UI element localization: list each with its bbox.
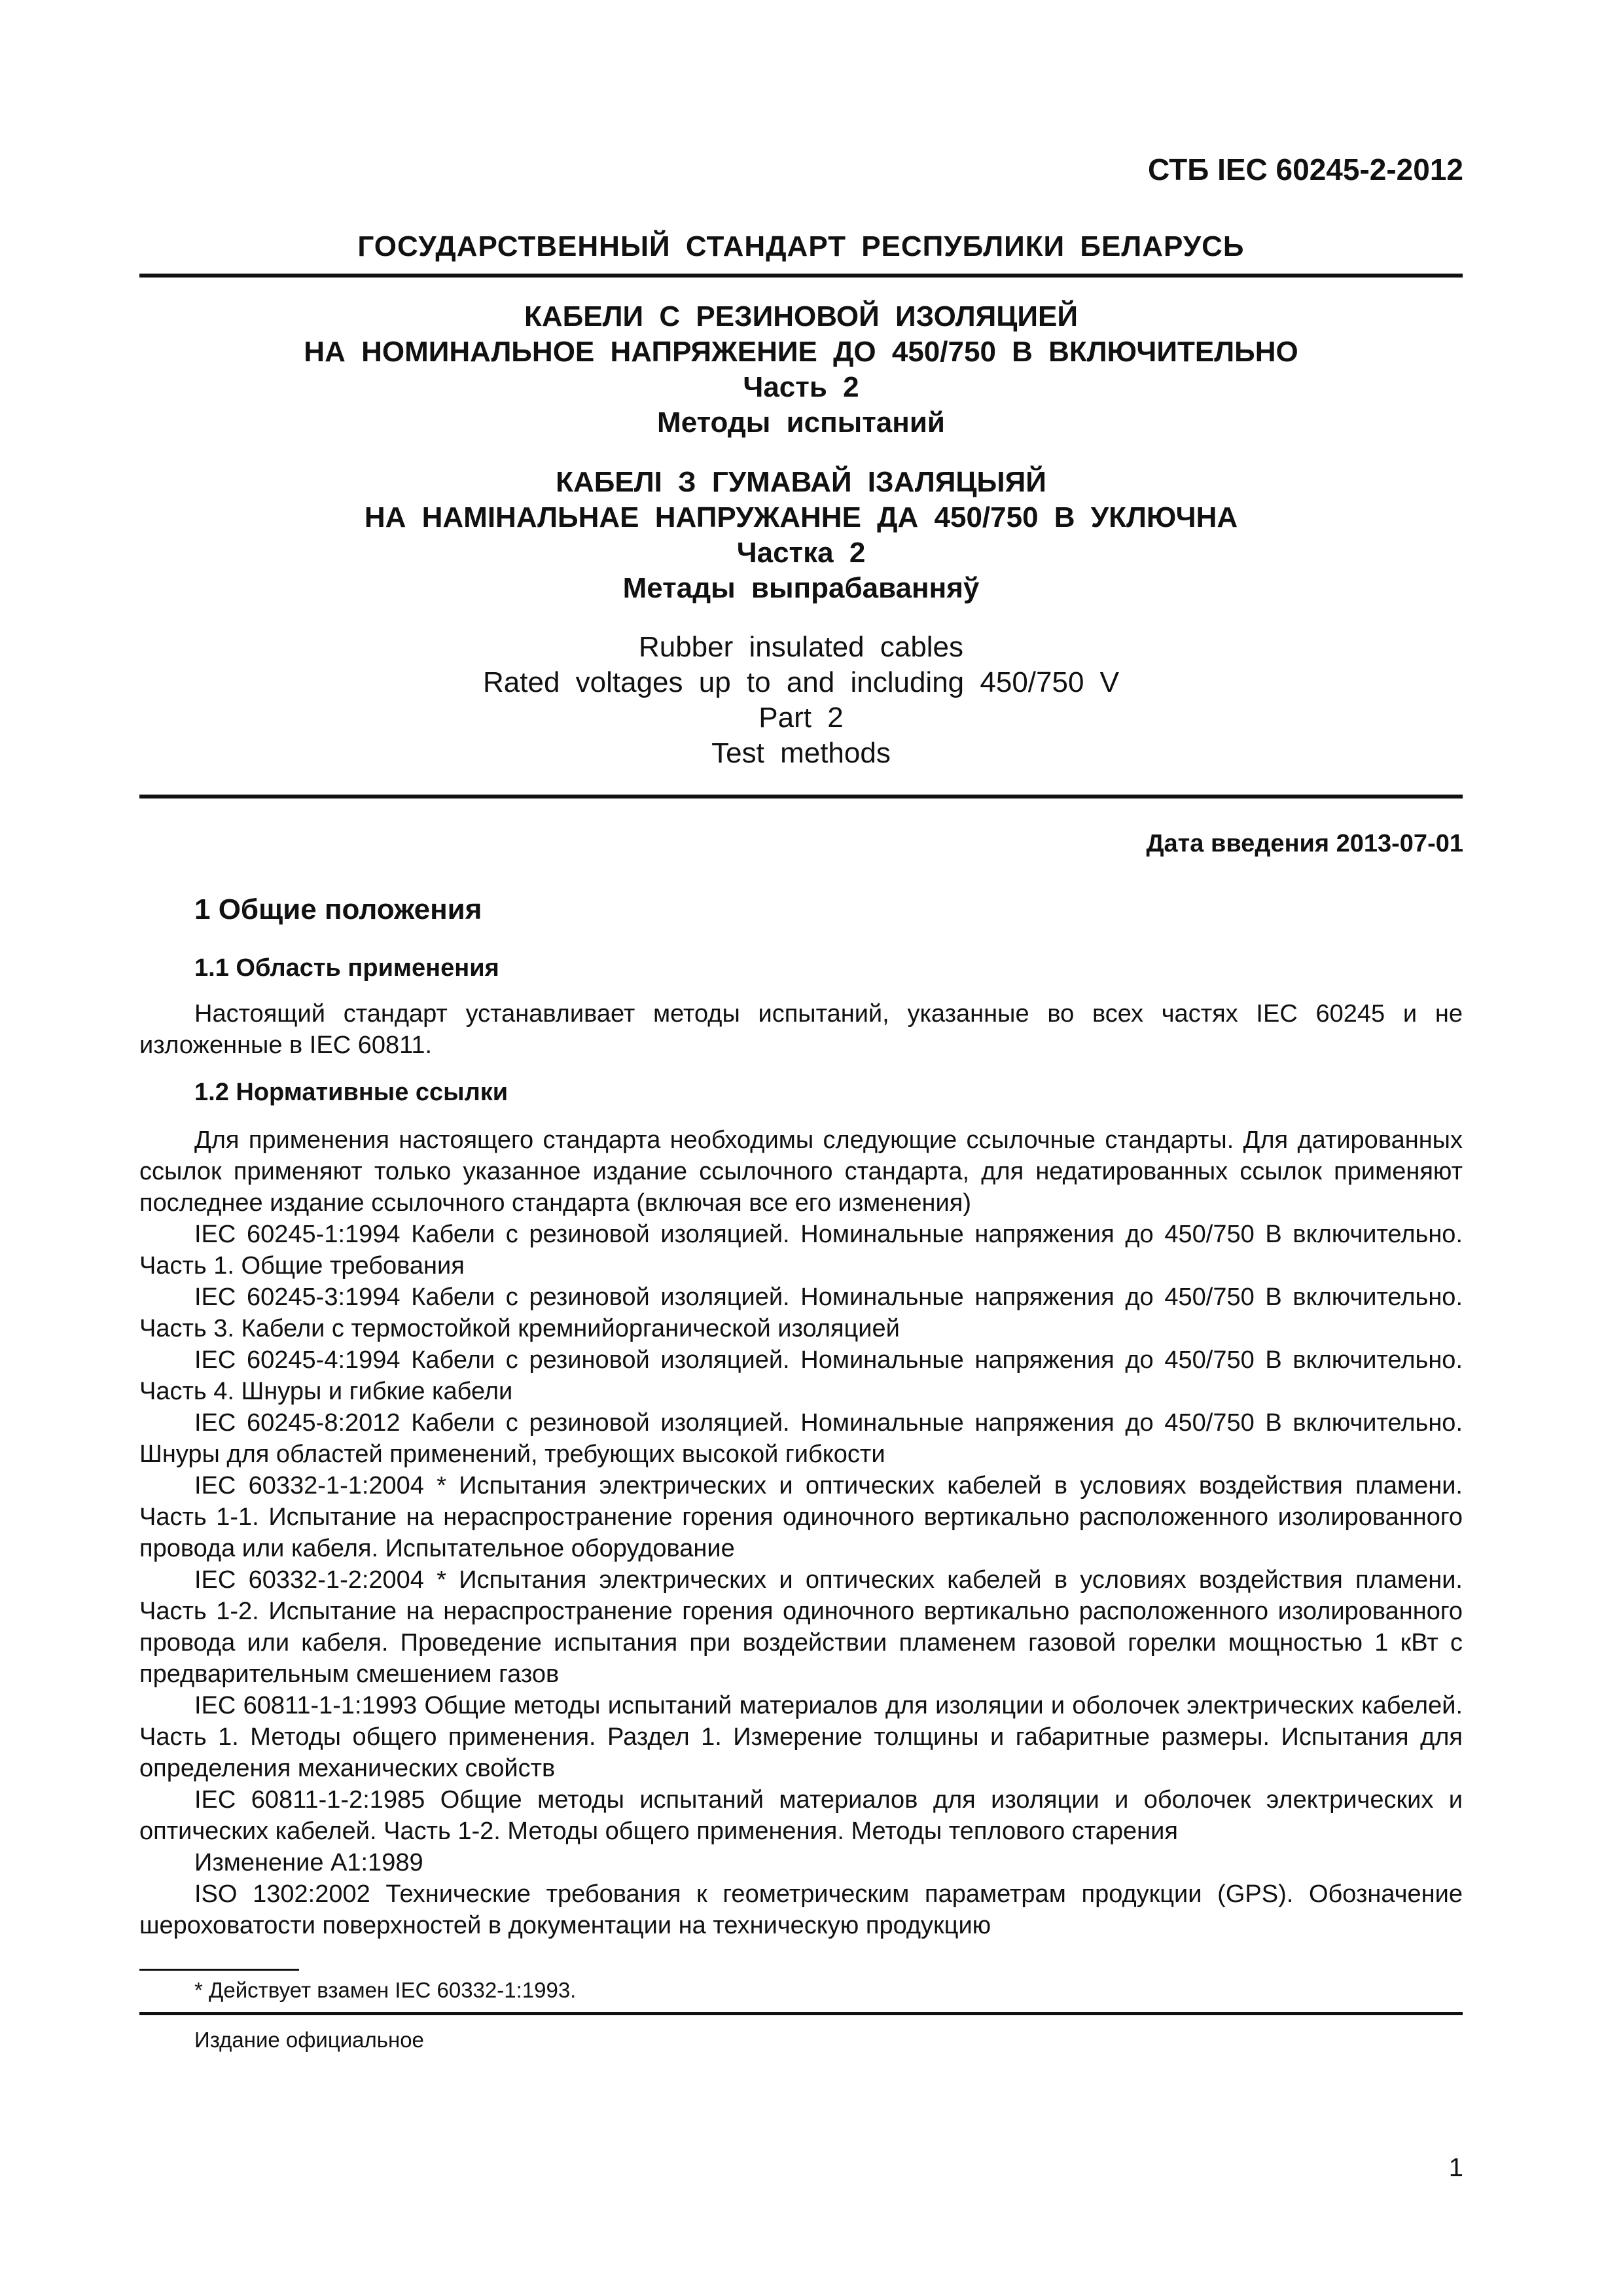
title-en-part: Part 2	[758, 702, 844, 734]
title-ru-subtitle: Методы испытаний	[657, 406, 945, 439]
section-heading: 1 Общие положения	[194, 893, 482, 925]
reference-item: IEC 60811-1-1:1993 Общие методы испытаний материалов для изоляции и оболочек электрических кабелей. Часть 1. Методы общего применения. Раздел 1. Измерение толщины и габаритные размеры. Испытания для определения механических свойств	[139, 1692, 1463, 1782]
reference-item: IEC 60245-3:1994 Кабели с резиновой изоляцией. Номинальные напряжения до 450/750 В включительно. Часть 3. Кабели с термостойкой кремнийорганической изоляцией	[139, 1283, 1463, 1342]
reference-item: IEC 60245-1:1994 Кабели с резиновой изоляцией. Номинальные напряжения до 450/750 В включительно. Часть 1. Общие требования	[139, 1221, 1463, 1280]
title-block-en	[139, 630, 1463, 771]
footnote: * Действует взамен IEC 60332-1:1993.	[194, 1978, 577, 2002]
subsection-heading-scope: 1.1 Область применения	[194, 954, 499, 982]
edition-label: Издание официальное	[194, 2028, 424, 2052]
standard-code: СТБ IEC 60245-2-2012	[1148, 152, 1463, 187]
title-by-part: Частка 2	[736, 537, 866, 569]
scope-text-block	[139, 998, 1463, 1061]
introduction-date: Дата введения 2013-07-01	[1146, 830, 1463, 857]
reference-item: IEC 60245-8:2012 Кабели с резиновой изоляцией. Номинальные напряжения до 450/750 В включительно. Шнуры для областей применений, требующих высокой гибкости	[139, 1409, 1463, 1468]
footer-rule	[139, 2012, 1463, 2015]
title-en-line2: Rated voltages up to and including 450/750 V	[483, 666, 1119, 698]
title-by-line1: КАБЕЛІ З ГУМАВАЙ ІЗАЛЯЦЫЯЙ	[556, 466, 1046, 498]
paragraph: Для применения настоящего стандарта необходимы следующие ссылочные стандарты. Для датированных ссылок применяют только указанное издание ссылочного стандарта, для недатированных ссылок применяют последнее издание ссылочного стандарта (включая все его изменения)	[139, 1126, 1463, 1217]
title-en-line1: Rubber insulated cables	[638, 631, 964, 663]
reference-item: IEC 60332-1-1:2004 * Испытания электрических и оптических кабелей в условиях воздействия пламени. Часть 1-1. Испытание на нераспространение горения одиночного вертикально расположенного изолированного провода или кабеля. Испытательное оборудование	[139, 1472, 1463, 1562]
title-by-line2: НА НАМІНАЛЬНАЕ НАПРУЖАННЕ ДА 450/750 В УКЛЮЧНА	[364, 501, 1238, 533]
title-block-by	[139, 465, 1463, 606]
title-ru-line1: КАБЕЛИ С РЕЗИНОВОЙ ИЗОЛЯЦИЕЙ	[524, 300, 1078, 332]
reference-item: IEC 60245-4:1994 Кабели с резиновой изоляцией. Номинальные напряжения до 450/750 В включительно. Часть 4. Шнуры и гибкие кабели	[139, 1346, 1463, 1405]
header-rule	[139, 274, 1463, 278]
state-standard-title: ГОСУДАРСТВЕННЫЙ СТАНДАРТ РЕСПУБЛИКИ БЕЛАРУСЬ	[357, 230, 1245, 262]
title-ru-part: Часть 2	[743, 371, 859, 403]
title-block-ru	[139, 299, 1463, 440]
reference-item: Изменение А1:1989	[194, 1849, 423, 1876]
subsection-heading-references: 1.2 Нормативные ссылки	[194, 1079, 508, 1106]
title-rule	[139, 795, 1463, 798]
title-ru-line2: НА НОМИНАЛЬНОЕ НАПРЯЖЕНИЕ ДО 450/750 В ВКЛЮЧИТЕЛЬНО	[304, 336, 1298, 368]
title-en-subtitle: Test methods	[711, 737, 891, 769]
footnote-rule	[139, 1969, 299, 1971]
reference-item: ISO 1302:2002 Технические требования к геометрическим параметрам продукции (GPS). Обозначение шероховатости поверхностей в документации на техническую продукцию	[139, 1880, 1463, 1939]
page-number: 1	[1448, 2153, 1463, 2182]
reference-item: IEC 60811-1-2:1985 Общие методы испытаний материалов для изоляции и оболочек электрических и оптических кабелей. Часть 1-2. Методы общего применения. Методы теплового старения	[139, 1786, 1463, 1845]
reference-item: IEC 60332-1-2:2004 * Испытания электрических и оптических кабелей в условиях воздействия пламени. Часть 1-2. Испытание на нераспространение горения одиночного вертикально расположенного изолированного провода или кабеля. Проведение испытания при воздействии пламенем газовой горелки мощностью 1 кВт с предварительным смешением газов	[139, 1566, 1463, 1688]
title-by-subtitle: Метады выпрабаванняў	[622, 572, 980, 604]
references-text-block	[139, 1124, 1463, 1941]
paragraph: Настоящий стандарт устанавливает методы испытаний, указанные во всех частях IEC 60245 и не изложенные в IEC 60811.	[139, 1000, 1463, 1059]
